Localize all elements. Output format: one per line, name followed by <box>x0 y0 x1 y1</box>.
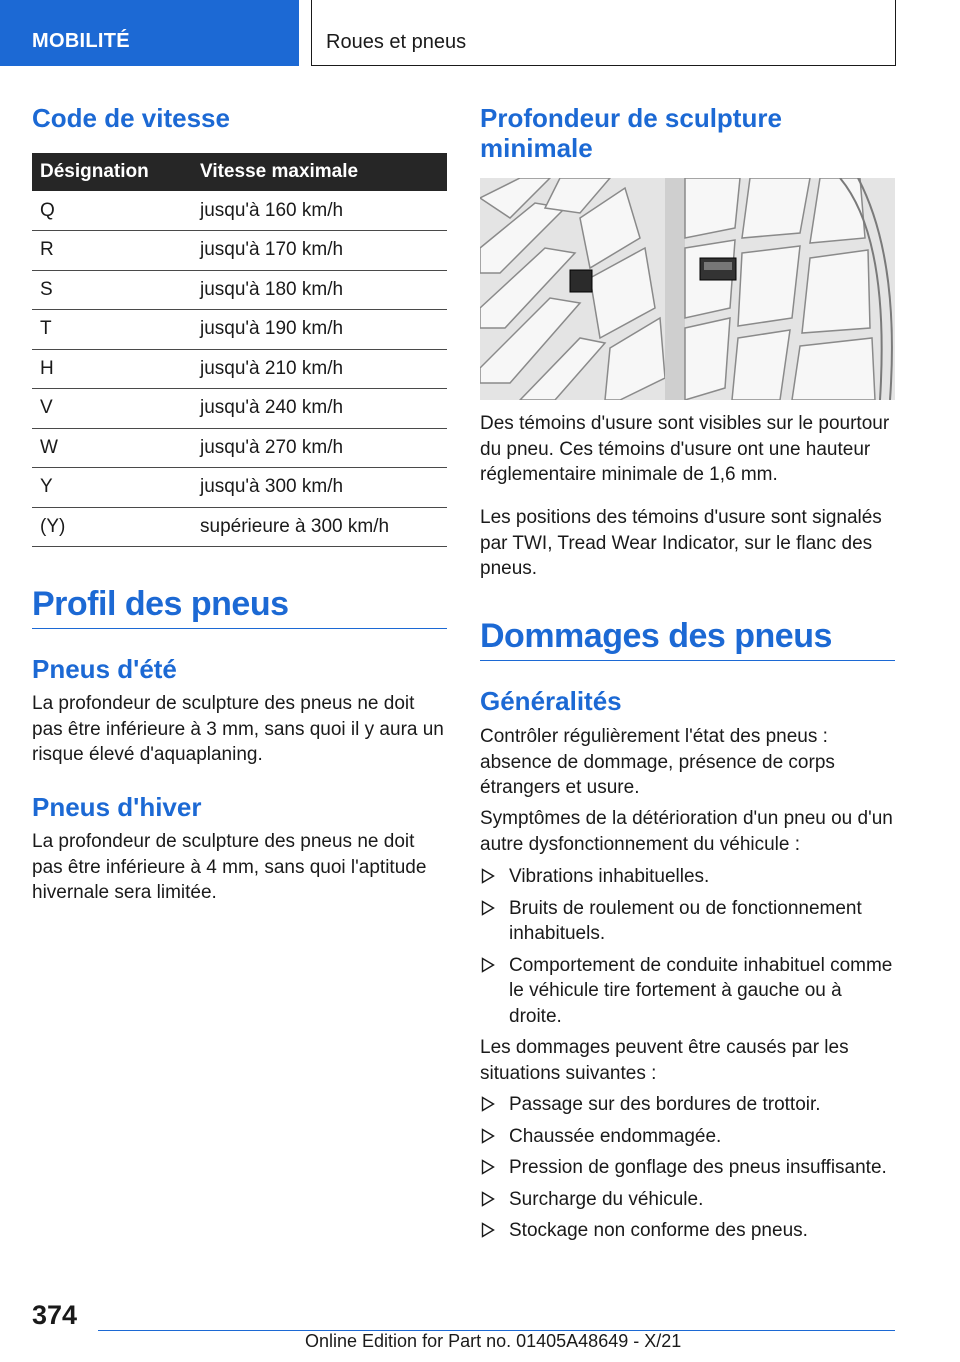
table-cell: H <box>32 349 200 389</box>
general-paragraph-2: Symptômes de la détérioration d'un pneu ou d'un autre dysfonctionnement du véhicule : <box>480 808 893 855</box>
speed-code-heading: Code de vitesse <box>32 103 230 133</box>
summer-tires-text: La profondeur de sculpture des pneus ne doit pas être inférieure à 3 mm, sans quoi il y aura un risque élevé d'aquaplaning. <box>32 693 444 765</box>
table-cell: jusqu'à 210 km/h <box>200 349 447 389</box>
table-cell: jusqu'à 180 km/h <box>200 270 447 310</box>
table-cell: (Y) <box>32 507 200 547</box>
tire-tread-illustration <box>480 178 895 400</box>
list-item <box>480 1092 895 1118</box>
table-cell: supérieure à 300 km/h <box>200 507 447 547</box>
winter-tires-heading: Pneus d'hiver <box>32 792 202 822</box>
speed-table <box>32 153 447 547</box>
triangle-bullet-icon <box>481 1159 495 1175</box>
general-paragraph-1: Contrôler régulièrement l'état des pneus : absence de dommage, présence de corps étrangers et usure. <box>480 726 835 798</box>
general-heading: Généralités <box>480 686 622 716</box>
list-item-text: Chaussée endommagée. <box>509 1125 722 1147</box>
tread-wear-indicator-figure <box>480 178 895 400</box>
list-item <box>480 896 895 947</box>
list-item-text: Pression de gonflage des pneus insuffisante. <box>509 1157 887 1178</box>
tire-damage-heading: Dommages des pneus <box>480 616 895 661</box>
list-item <box>480 1218 895 1244</box>
table-cell: Y <box>32 468 200 508</box>
triangle-bullet-icon <box>481 957 495 973</box>
page-number: 374 <box>32 1300 78 1330</box>
page-header <box>0 0 960 66</box>
table-cell: S <box>32 270 200 310</box>
list-item <box>480 953 895 1030</box>
list-item-text: Stockage non conforme des pneus. <box>509 1220 808 1241</box>
table-cell: jusqu'à 190 km/h <box>200 310 447 350</box>
table-header-designation: Désignation <box>32 153 200 191</box>
tread-depth-heading: Profondeur de sculpture minimale <box>480 103 782 163</box>
triangle-bullet-icon <box>481 1222 495 1238</box>
table-row <box>32 231 447 271</box>
chapter-box <box>311 0 896 66</box>
list-item-text: Bruits de roulement ou de fonctionnement inhabituels. <box>509 897 862 944</box>
table-row <box>32 428 447 468</box>
table-cell: R <box>32 231 200 271</box>
causes-list <box>480 1092 895 1250</box>
list-item-text: Comportement de conduite inhabituel comme le véhicule tire fortement à gauche ou à droite. <box>509 954 893 1027</box>
table-cell: W <box>32 428 200 468</box>
triangle-bullet-icon <box>481 1191 495 1207</box>
triangle-bullet-icon <box>481 900 495 916</box>
winter-tires-text: La profondeur de sculpture des pneus ne doit pas être inférieure à 4 mm, sans quoi l'aptitude hivernale sera limitée. <box>32 831 427 903</box>
chapter-label: Roues et pneus <box>326 31 467 53</box>
table-cell: jusqu'à 170 km/h <box>200 231 447 271</box>
triangle-bullet-icon <box>481 1096 495 1112</box>
table-cell: Q <box>32 191 200 231</box>
tread-depth-paragraph-1: Des témoins d'usure sont visibles sur le pourtour du pneu. Ces témoins d'usure ont une hauteur réglementaire minimale de 1,6 mm. <box>480 413 890 485</box>
table-header-max-speed: Vitesse maximale <box>200 153 447 191</box>
speed-table-header-row <box>32 153 447 191</box>
tread-depth-paragraph-2: Les positions des témoins d'usure sont signalés par TWI, Tread Wear Indicator, sur le flanc des pneus. <box>480 507 882 579</box>
list-item-text: Vibrations inhabituelles. <box>509 866 710 887</box>
list-item <box>480 1124 895 1150</box>
table-cell: jusqu'à 270 km/h <box>200 428 447 468</box>
table-cell: jusqu'à 240 km/h <box>200 389 447 429</box>
list-item-text: Surcharge du véhicule. <box>509 1188 704 1210</box>
list-item <box>480 1187 895 1213</box>
table-cell: jusqu'à 300 km/h <box>200 468 447 508</box>
summer-tires-heading: Pneus d'été <box>32 654 177 684</box>
table-row <box>32 191 447 231</box>
list-item <box>480 864 895 890</box>
table-row <box>32 270 447 310</box>
table-row <box>32 507 447 547</box>
triangle-bullet-icon <box>481 1128 495 1144</box>
profile-heading: Profil des pneus <box>32 584 447 629</box>
list-item-text: Passage sur des bordures de trottoir. <box>509 1094 821 1115</box>
table-cell: V <box>32 389 200 429</box>
table-cell: T <box>32 310 200 350</box>
causes-intro: Les dommages peuvent être causés par les situations suivantes : <box>480 1037 849 1084</box>
table-cell: jusqu'à 160 km/h <box>200 191 447 231</box>
table-row <box>32 349 447 389</box>
edition-text: Online Edition for Part no. 01405A48649 - X/21 <box>305 1331 682 1351</box>
table-row <box>32 468 447 508</box>
section-tab <box>0 0 299 66</box>
table-row <box>32 389 447 429</box>
table-row <box>32 310 447 350</box>
section-label: MOBILITÉ <box>32 30 130 52</box>
triangle-bullet-icon <box>481 868 495 884</box>
list-item <box>480 1155 895 1181</box>
symptoms-list <box>480 864 895 1035</box>
